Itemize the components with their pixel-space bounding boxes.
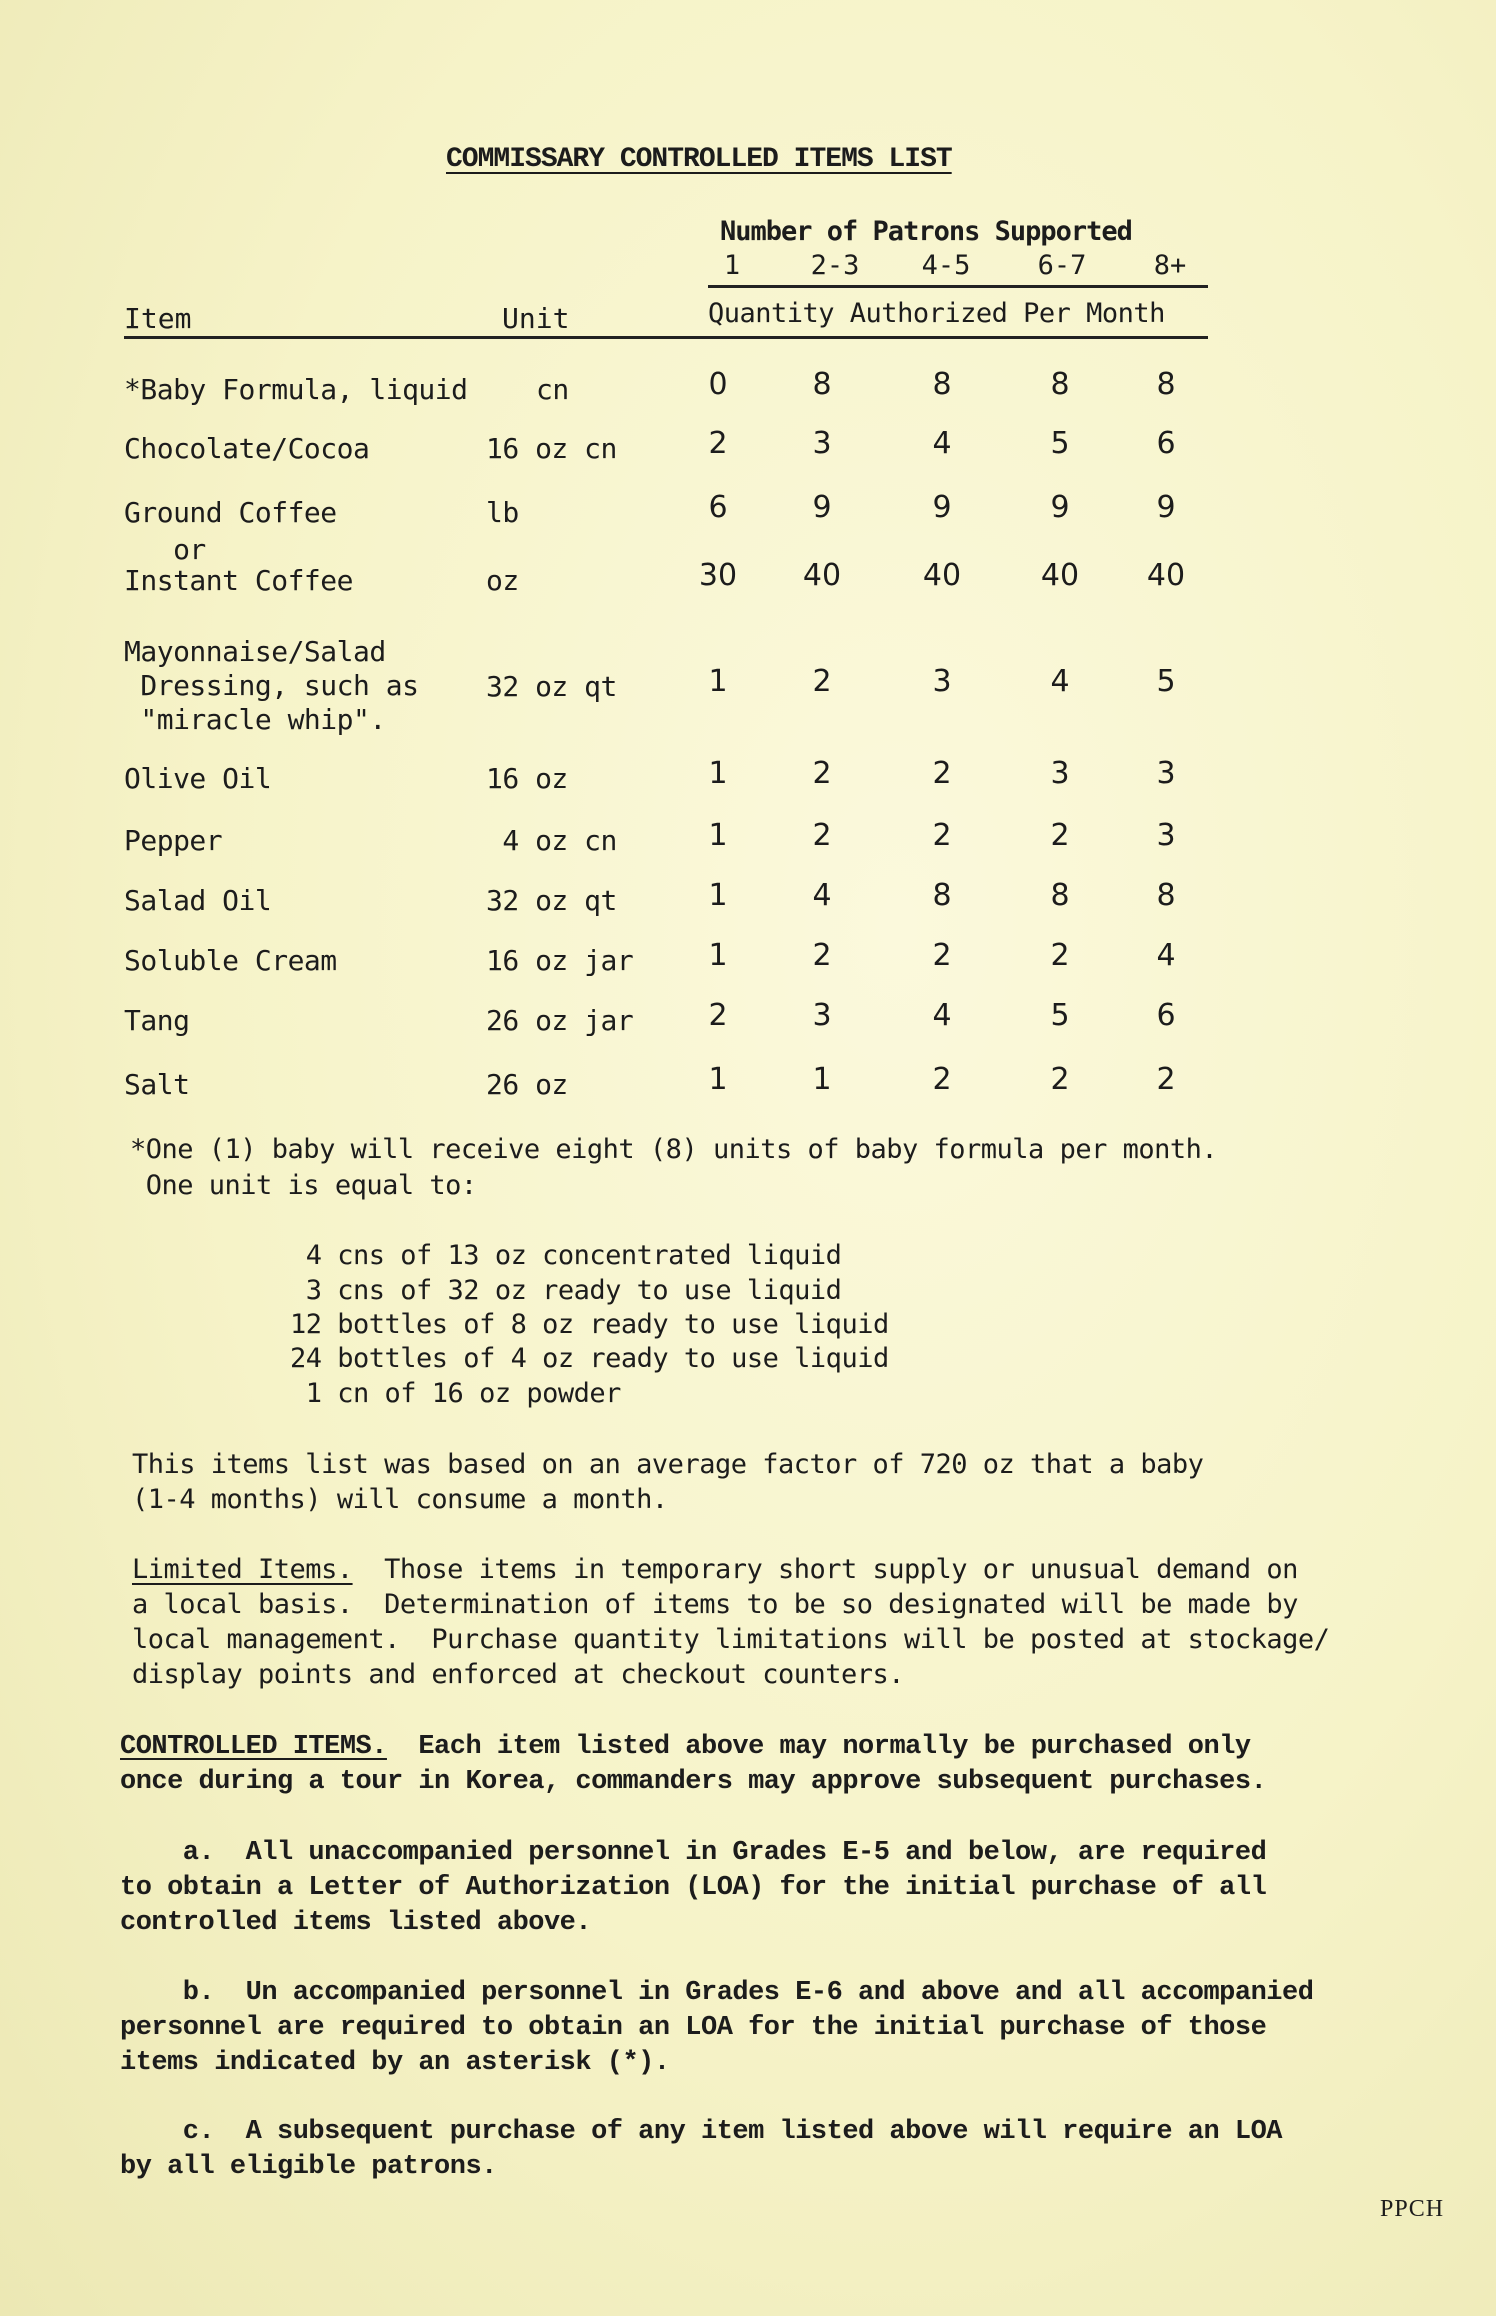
item-name: Pepper [124, 824, 223, 857]
item-name: Salad Oil [124, 884, 272, 917]
limited-items-text1: Those items in temporary short supply or unusual demand on [352, 1554, 1298, 1585]
unit-column-header: Unit [502, 302, 570, 335]
paragraph-a-line2: to obtain a Letter of Authorization (LOA) for the initial purchase of all [120, 1873, 1267, 1903]
item-unit: 16 oz cn [486, 432, 617, 465]
quantity-cell: 9 [1156, 490, 1176, 525]
item-name: Salt [124, 1068, 190, 1101]
paragraph-b-line1: b. Un accompanied personnel in Grades E-6 and above and all accompanied [120, 1978, 1314, 2008]
item-unit: 16 oz jar [486, 944, 634, 977]
item-name: Dressing, such as [124, 669, 419, 702]
item-unit: lb [486, 496, 519, 529]
quantity-cell: 8 [932, 367, 952, 402]
quantity-cell: 5 [1050, 426, 1070, 461]
quantity-cell: 2 [932, 1062, 952, 1097]
patron-group-2: 2-3 [810, 250, 860, 281]
quantity-cell: 3 [1156, 756, 1176, 791]
quantity-cell: 2 [932, 938, 952, 973]
quantity-cell: 3 [932, 664, 952, 699]
quantity-column-header: Quantity Authorized Per Month [708, 298, 1165, 329]
quantity-cell: 8 [812, 367, 832, 402]
quantity-cell: 8 [1050, 878, 1070, 913]
controlled-items-heading: CONTROLLED ITEMS. [120, 1732, 387, 1762]
paragraph-b-line3: items indicated by an asterisk (*). [120, 2048, 670, 2078]
quantity-cell: 5 [1050, 998, 1070, 1033]
quantity-cell: 2 [932, 756, 952, 791]
header-rule-bottom [124, 336, 1208, 339]
quantity-cell: 8 [932, 878, 952, 913]
quantity-cell: 6 [1156, 426, 1176, 461]
quantity-cell: 40 [802, 558, 842, 593]
controlled-items-line2: once during a tour in Korea, commanders may approve subsequent purchases. [120, 1767, 1267, 1797]
item-unit: 4 oz cn [486, 824, 617, 857]
basis-line2: (1-4 months) will consume a month. [132, 1484, 668, 1515]
limited-items-heading: Limited Items. [132, 1554, 353, 1585]
quantity-cell: 2 [812, 818, 832, 853]
quantity-cell: 2 [1050, 1062, 1070, 1097]
quantity-cell: 2 [812, 938, 832, 973]
item-name: or [124, 533, 206, 566]
quantity-cell: 2 [708, 426, 728, 461]
quantity-cell: 1 [708, 818, 728, 853]
quantity-cell: 1 [708, 756, 728, 791]
unit-equivalent-4: 24 bottles of 4 oz ready to use liquid [290, 1343, 889, 1374]
quantity-cell: 1 [708, 938, 728, 973]
quantity-cell: 40 [1146, 558, 1186, 593]
unit-equivalent-1: 4 cns of 13 oz concentrated liquid [290, 1240, 842, 1271]
item-unit: oz [486, 564, 519, 597]
item-unit: 26 oz [486, 1068, 568, 1101]
page-title: COMMISSARY CONTROLLED ITEMS LIST [446, 144, 952, 175]
item-name: Ground Coffee [124, 496, 337, 529]
item-unit: 26 oz jar [486, 1004, 634, 1037]
paragraph-c-line2: by all eligible patrons. [120, 2152, 497, 2182]
patron-group-5: 8+ [1153, 250, 1187, 281]
item-unit: 32 oz qt [486, 670, 617, 703]
item-name: "miracle whip". [124, 703, 386, 736]
quantity-cell: 0 [708, 367, 728, 402]
paragraph-a-line3: controlled items listed above. [120, 1908, 592, 1938]
item-unit: 16 oz [486, 762, 568, 795]
quantity-cell: 6 [1156, 998, 1176, 1033]
item-name: *Baby Formula, liquid [124, 373, 468, 406]
item-name: Tang [124, 1004, 190, 1037]
quantity-cell: 9 [932, 490, 952, 525]
limited-items-line2: a local basis. Determination of items to be so designated will be made by [132, 1589, 1298, 1620]
quantity-cell: 4 [1050, 664, 1070, 699]
quantity-cell: 1 [708, 1062, 728, 1097]
limited-items-line1 [132, 1554, 1298, 1585]
paragraph-a-line1: a. All unaccompanied personnel in Grades E-5 and below, are required [120, 1838, 1267, 1868]
quantity-cell: 2 [1156, 1062, 1176, 1097]
quantity-cell: 40 [922, 558, 962, 593]
quantity-cell: 3 [1050, 756, 1070, 791]
item-name: Instant Coffee [124, 564, 354, 597]
quantity-cell: 4 [812, 878, 832, 913]
quantity-cell: 3 [812, 998, 832, 1033]
quantity-cell: 2 [1050, 938, 1070, 973]
quantity-cell: 1 [708, 878, 728, 913]
quantity-cell: 3 [1156, 818, 1176, 853]
quantity-cell: 5 [1156, 664, 1176, 699]
item-unit: 32 oz qt [486, 884, 617, 917]
patron-group-4: 6-7 [1037, 250, 1087, 281]
item-name: Soluble Cream [124, 944, 337, 977]
quantity-cell: 40 [1040, 558, 1080, 593]
quantity-cell: 4 [932, 426, 952, 461]
quantity-cell: 2 [932, 818, 952, 853]
quantity-cell: 1 [708, 664, 728, 699]
basis-line1: This items list was based on an average factor of 720 oz that a baby [132, 1449, 1204, 1480]
quantity-cell: 1 [812, 1062, 832, 1097]
quantity-cell: 8 [1156, 367, 1176, 402]
quantity-cell: 4 [1156, 938, 1176, 973]
controlled-items-line1 [120, 1732, 1251, 1762]
limited-items-line3: local management. Purchase quantity limitations will be posted at stockage/ [132, 1624, 1330, 1655]
quantity-cell: 2 [708, 998, 728, 1033]
quantity-cell: 9 [1050, 490, 1070, 525]
unit-equivalent-2: 3 cns of 32 oz ready to use liquid [290, 1275, 842, 1306]
unit-equivalent-5: 1 cn of 16 oz powder [290, 1378, 621, 1409]
quantity-cell: 2 [1050, 818, 1070, 853]
quantity-cell: 30 [698, 558, 738, 593]
header-rule-top [708, 285, 1208, 288]
item-column-header: Item [124, 302, 192, 335]
baby-note-line2: One unit is equal to: [130, 1170, 477, 1201]
quantity-cell: 6 [708, 490, 728, 525]
quantity-cell: 8 [1050, 367, 1070, 402]
limited-items-line4: display points and enforced at checkout counters. [132, 1659, 905, 1690]
quantity-cell: 4 [932, 998, 952, 1033]
patrons-header: Number of Patrons Supported [720, 216, 1132, 247]
quantity-cell: 2 [812, 756, 832, 791]
quantity-cell: 2 [812, 664, 832, 699]
footer-code: PPCH [1380, 2196, 1445, 2222]
unit-equivalent-3: 12 bottles of 8 oz ready to use liquid [290, 1309, 889, 1340]
patron-group-3: 4-5 [921, 250, 971, 281]
paragraph-b-line2: personnel are required to obtain an LOA for the initial purchase of those [120, 2013, 1267, 2043]
quantity-cell: 9 [812, 490, 832, 525]
quantity-cell: 3 [812, 426, 832, 461]
item-name: Olive Oil [124, 762, 272, 795]
item-name: Mayonnaise/Salad [124, 635, 386, 668]
item-unit: cn [536, 373, 569, 406]
patron-group-1: 1 [723, 250, 741, 281]
paragraph-c-line1: c. A subsequent purchase of any item listed above will require an LOA [120, 2117, 1282, 2147]
controlled-items-text1: Each item listed above may normally be purchased only [386, 1732, 1251, 1762]
baby-note-line1: *One (1) baby will receive eight (8) units of baby formula per month. [130, 1134, 1218, 1165]
quantity-cell: 8 [1156, 878, 1176, 913]
item-name: Chocolate/Cocoa [124, 432, 370, 465]
